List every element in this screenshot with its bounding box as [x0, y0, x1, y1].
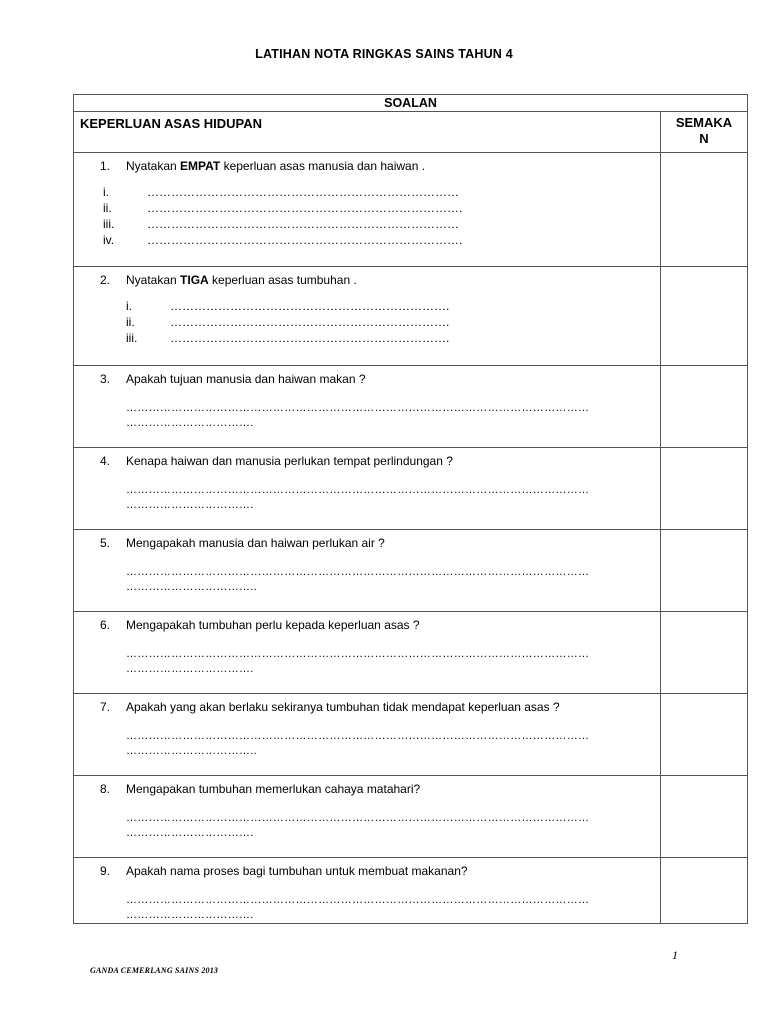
question-number: 3.	[100, 372, 111, 386]
answer-area	[74, 729, 660, 759]
question-text: Nyatakan TIGA keperluan asas tumbuhan .	[126, 273, 357, 287]
answer-area	[74, 811, 660, 841]
answer-line[interactable]: ……………………………..	[126, 581, 258, 593]
question-row-4	[74, 448, 748, 530]
answer-line[interactable]: ……………………………………………………………………	[147, 217, 459, 231]
list-item: iii. …………………………………………………………….	[126, 331, 450, 345]
question-cell	[74, 366, 661, 448]
answer-line[interactable]: …………………………….	[126, 909, 254, 921]
answer-line[interactable]: …………………………………………………………….	[170, 299, 450, 313]
check-cell[interactable]	[661, 366, 748, 448]
answer-line[interactable]: …………………………….	[126, 827, 254, 839]
semakan-label: SEMAKA N	[675, 115, 733, 146]
answer-line[interactable]: ……………………………………………………………………	[147, 185, 459, 199]
question-number: 6.	[100, 618, 111, 632]
question-row-3	[74, 366, 748, 448]
question-text: Apakah nama proses bagi tumbuhan untuk membuat makanan?	[126, 864, 468, 878]
question-text: Kenapa haiwan dan manusia perlukan tempat perlindungan ?	[126, 454, 453, 468]
answer-area	[74, 401, 660, 431]
answer-line[interactable]: …………………………………………………………….	[170, 331, 450, 345]
answer-line[interactable]: …………………………………………………………………….	[147, 201, 463, 215]
list-item: ii. …………………………………………………………………….	[103, 201, 463, 215]
answer-line[interactable]: …………………………….	[126, 663, 254, 675]
answer-line[interactable]: ……………………………………………………………………………………………………………	[126, 894, 590, 906]
question-cell	[74, 858, 661, 924]
question-cell	[74, 530, 661, 612]
soalan-header: SOALAN	[74, 95, 748, 112]
question-number: 7.	[100, 700, 111, 714]
question-row-9	[74, 858, 748, 924]
question-text: Apakah yang akan berlaku sekiranya tumbuhan tidak mendapat keperluan asas ?	[126, 700, 560, 714]
check-cell[interactable]	[661, 153, 748, 267]
question-number: 4.	[100, 454, 111, 468]
answer-line[interactable]: ……………………………………………………………………………………………………………	[126, 566, 590, 578]
check-cell[interactable]	[661, 694, 748, 776]
page-number: 1	[672, 948, 678, 962]
list-item: iv. …………………………………………………………………….	[103, 233, 463, 247]
check-cell[interactable]	[661, 267, 748, 366]
question-number: 8.	[100, 782, 111, 796]
question-row-6	[74, 612, 748, 694]
answer-line[interactable]: …………………………….	[126, 499, 254, 511]
question-cell	[74, 153, 661, 267]
check-cell[interactable]	[661, 612, 748, 694]
answer-line[interactable]: …………………………………………………………………….	[147, 233, 463, 247]
question-text: Mengapakah manusia dan haiwan perlukan air ?	[126, 536, 385, 550]
answer-line[interactable]: ……………………………………………………………………………………………………………	[126, 812, 590, 824]
list-item: iii. ……………………………………………………………………	[103, 217, 459, 231]
answer-area	[74, 893, 660, 923]
question-emphasis: TIGA	[180, 273, 209, 287]
check-cell[interactable]	[661, 448, 748, 530]
question-cell	[74, 267, 661, 366]
answer-line[interactable]: ……………………………………………………………………………………………………………	[126, 484, 590, 496]
answer-line[interactable]: …………………………….	[126, 417, 254, 429]
check-cell[interactable]	[661, 858, 748, 924]
answer-line[interactable]: ……………………………..	[126, 745, 258, 757]
question-row-7	[74, 694, 748, 776]
answer-line[interactable]: ……………………………………………………………………………………………………………	[126, 648, 590, 660]
question-cell	[74, 612, 661, 694]
question-text: Mengapakah tumbuhan perlu kepada keperluan asas ?	[126, 618, 420, 632]
question-emphasis: EMPAT	[180, 159, 221, 173]
answer-line[interactable]: ……………………………………………………………………………………………………………	[126, 402, 590, 414]
question-text: Nyatakan EMPAT keperluan asas manusia dan haiwan .	[126, 159, 426, 173]
answer-list	[126, 298, 660, 346]
question-row-2	[74, 267, 748, 366]
question-number: 5.	[100, 536, 111, 550]
answer-area	[74, 647, 660, 677]
question-number: 2.	[100, 273, 111, 287]
question-text: Mengapakan tumbuhan memerlukan cahaya matahari?	[126, 782, 421, 796]
question-cell	[74, 694, 661, 776]
question-row-5	[74, 530, 748, 612]
table-header-row	[74, 95, 748, 112]
question-number: 1.	[100, 159, 111, 173]
topic-row	[74, 112, 748, 153]
question-row-8	[74, 776, 748, 858]
list-item: i. ……………………………………………………………………	[103, 185, 459, 199]
list-item: i. …………………………………………………………….	[126, 299, 450, 313]
question-cell	[74, 448, 661, 530]
question-text: Apakah tujuan manusia dan haiwan makan ?	[126, 372, 366, 386]
question-row-1	[74, 153, 748, 267]
answer-list	[103, 184, 660, 248]
footer-brand: GANDA CEMERLANG SAINS 2013	[90, 966, 219, 975]
question-table	[73, 94, 748, 924]
semakan-header	[661, 112, 748, 153]
list-item: ii. …………………………………………………………….	[126, 315, 450, 329]
document-title: LATIHAN NOTA RINGKAS SAINS TAHUN 4	[255, 47, 513, 61]
answer-area	[74, 565, 660, 595]
answer-line[interactable]: ……………………………………………………………………………………………………………	[126, 730, 590, 742]
answer-line[interactable]: …………………………………………………………….	[170, 315, 450, 329]
check-cell[interactable]	[661, 776, 748, 858]
check-cell[interactable]	[661, 530, 748, 612]
answer-area	[74, 483, 660, 513]
topic-cell: KEPERLUAN ASAS HIDUPAN	[74, 112, 661, 153]
question-cell	[74, 776, 661, 858]
question-number: 9.	[100, 864, 111, 878]
